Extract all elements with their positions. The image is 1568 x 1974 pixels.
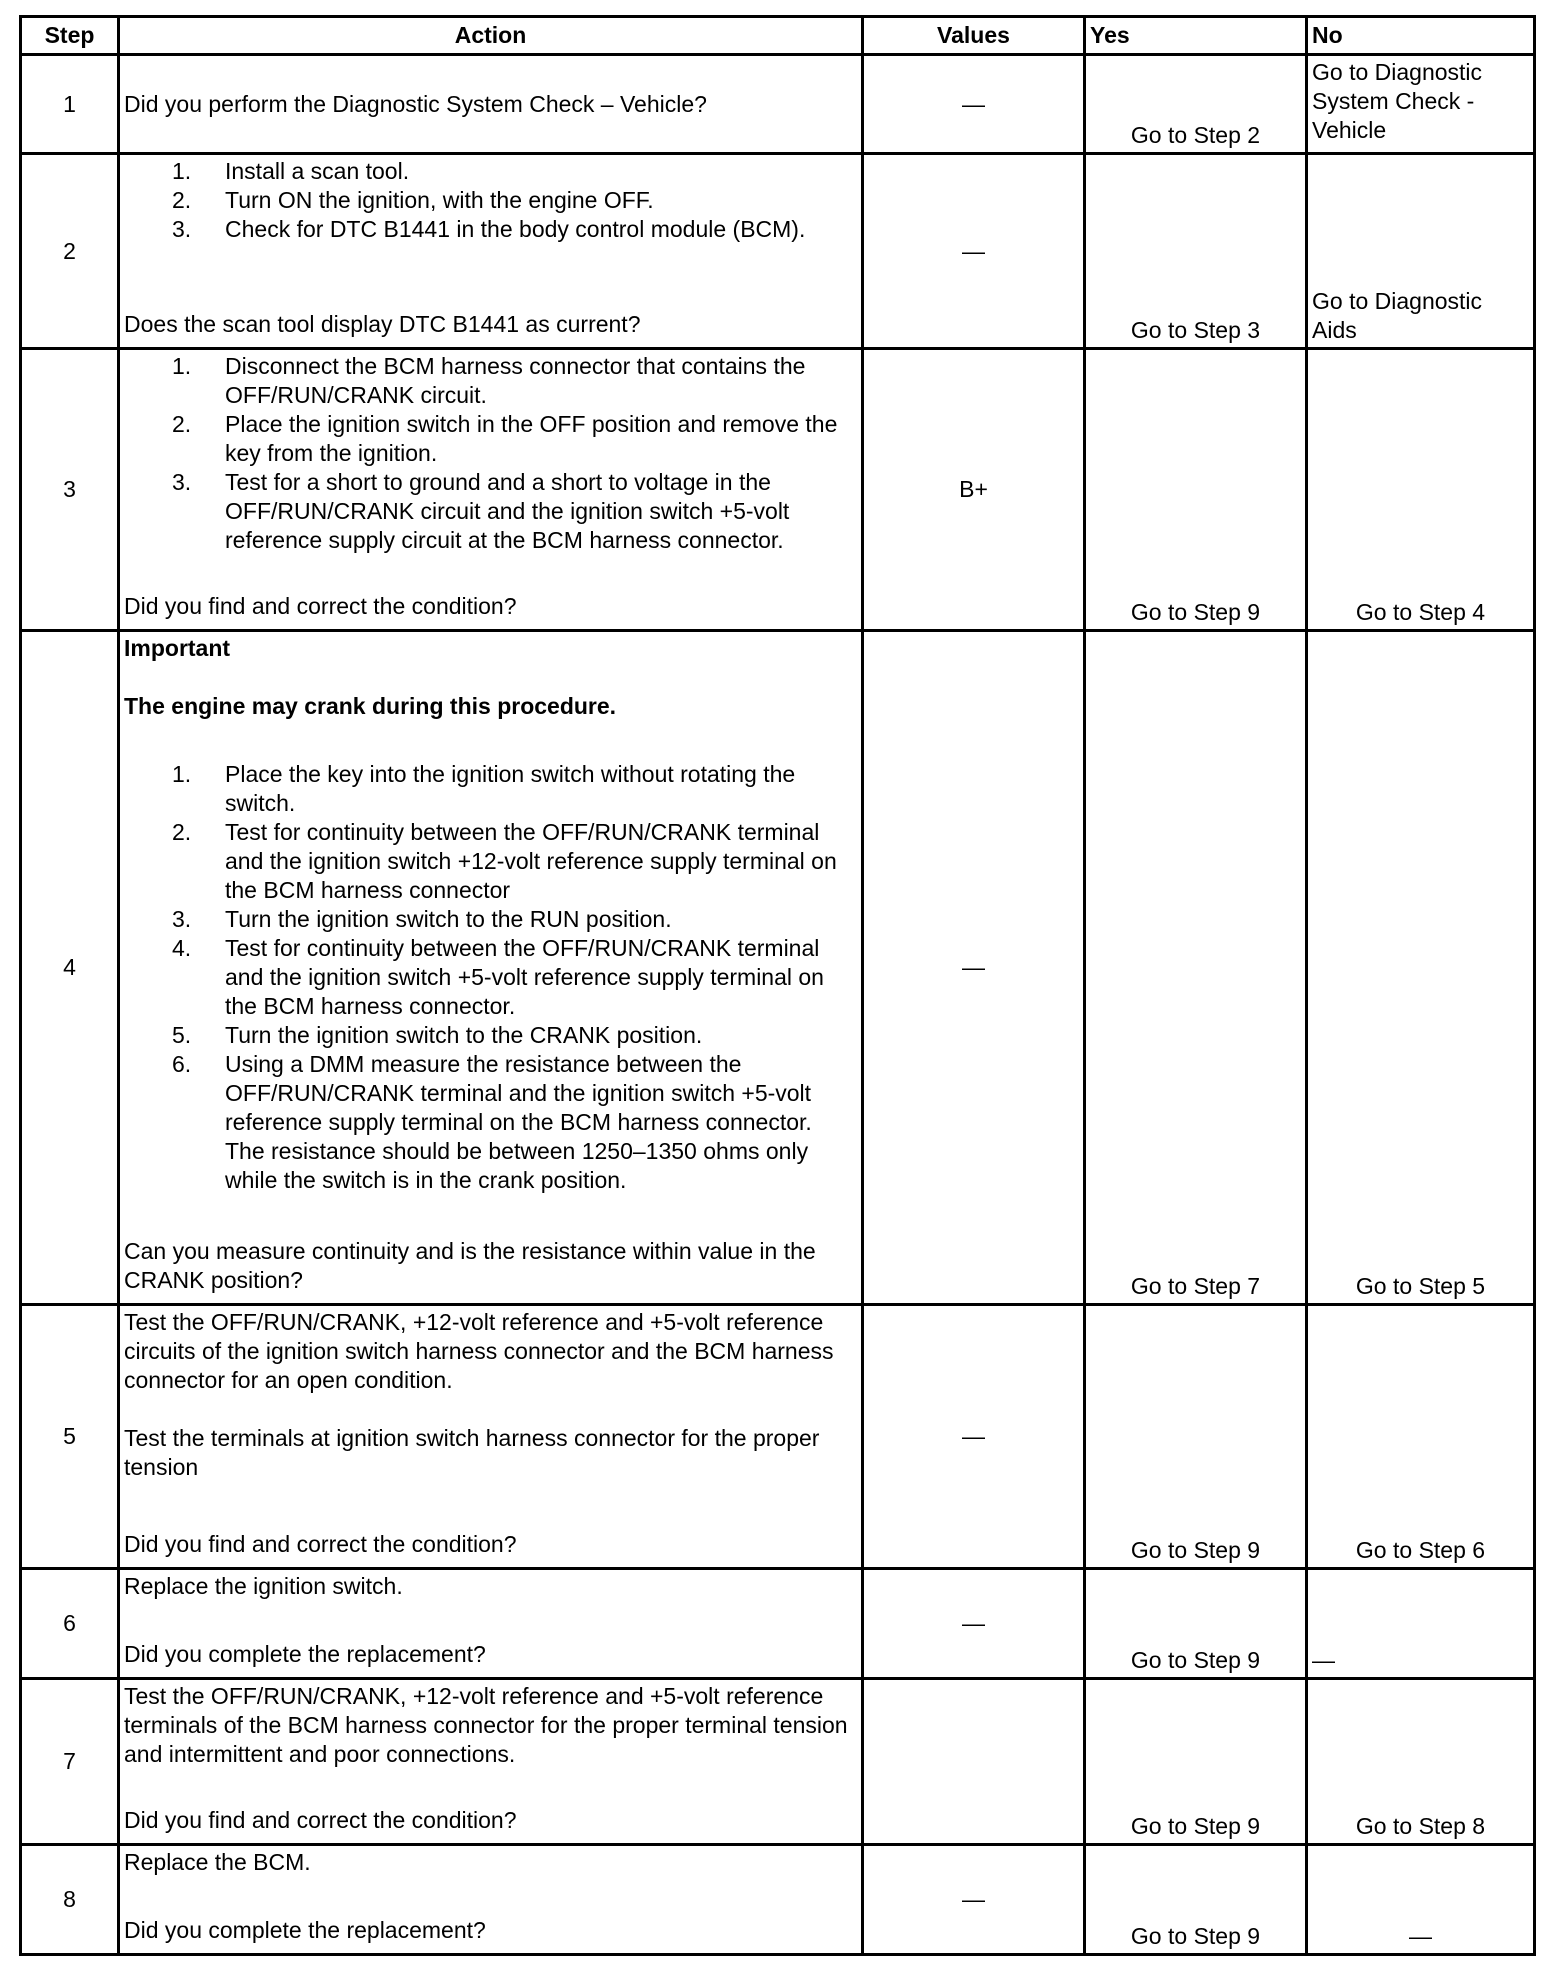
list-item: 4. Test for continuity between the OFF/RUN/CRANK terminal and the ignition switch +5-volt reference supply terminal on the BCM harness connector. — [172, 935, 824, 1019]
list-item: 1. Install a scan tool. — [172, 158, 410, 184]
list-item: 2. Turn ON the ignition, with the engine OFF. — [172, 187, 654, 213]
important-note: The engine may crank during this procedure. — [124, 693, 617, 719]
action-cell — [119, 349, 863, 631]
yes-cell: Go to Step 9 — [1085, 1679, 1307, 1845]
table-row — [21, 1305, 1535, 1569]
list-item: 3. Turn the ignition switch to the RUN position. — [172, 906, 672, 932]
action-question: Did you find and correct the condition? — [124, 1807, 517, 1833]
list-item: 3. Check for DTC B1441 in the body control module (BCM). — [172, 216, 806, 242]
action-cell — [119, 1305, 863, 1569]
list-item: 6. Using a DMM measure the resistance between the OFF/RUN/CRANK terminal and the ignition switch +5-volt reference supply terminal on the BCM harness connector. The resistance should be between 1250–1350 ohms only while the switch is in the crank position. — [172, 1051, 812, 1193]
list-item: 3. Test for a short to ground and a short to voltage in the OFF/RUN/CRANK circuit and the ignition switch +5-volt reference supply circuit at the BCM harness connector. — [172, 469, 790, 553]
values-cell: — — [863, 1569, 1085, 1679]
no-cell: — — [1307, 1569, 1535, 1679]
values-cell: — — [863, 154, 1085, 349]
list-item: 2. Test for continuity between the OFF/RUN/CRANK terminal and the ignition switch +12-volt reference supply terminal on the BCM harness connector — [172, 819, 837, 903]
action-steps — [124, 352, 857, 555]
yes-cell: Go to Step 9 — [1085, 1569, 1307, 1679]
important-label: Important — [124, 635, 231, 661]
action-question: Can you measure continuity and is the resistance within value in the CRANK position? — [124, 1238, 816, 1293]
step-number: 2 — [21, 154, 119, 349]
action-steps — [124, 157, 857, 244]
action-cell — [119, 631, 863, 1305]
action-text: Test the OFF/RUN/CRANK, +12-volt reference and +5-volt reference terminals of the BCM harness connector for the proper terminal tension and intermittent and poor connections. — [124, 1683, 848, 1767]
yes-cell: Go to Step 2 — [1085, 55, 1307, 154]
action-question: Did you perform the Diagnostic System Check – Vehicle? — [124, 90, 707, 117]
action-question: Did you complete the replacement? — [124, 1641, 486, 1667]
diagnostic-table — [19, 15, 1536, 1956]
action-text: Replace the BCM. — [124, 1849, 311, 1875]
values-cell: — — [863, 631, 1085, 1305]
action-cell — [119, 1569, 863, 1679]
list-item: 2. Place the ignition switch in the OFF position and remove the key from the ignition. — [172, 411, 838, 466]
action-text: Test the terminals at ignition switch harness connector for the proper tension — [124, 1425, 820, 1480]
action-cell — [119, 55, 863, 154]
step-number: 7 — [21, 1679, 119, 1845]
header-yes: Yes — [1085, 17, 1307, 55]
action-cell — [119, 154, 863, 349]
values-cell: — — [863, 1305, 1085, 1569]
action-steps — [124, 760, 857, 1195]
yes-cell: Go to Step 7 — [1085, 631, 1307, 1305]
step-number: 5 — [21, 1305, 119, 1569]
step-number: 8 — [21, 1845, 119, 1955]
table-row — [21, 1569, 1535, 1679]
table-row — [21, 55, 1535, 154]
no-cell: Go to Step 8 — [1307, 1679, 1535, 1845]
list-item: 1. Place the key into the ignition switch without rotating the switch. — [172, 761, 796, 816]
action-text: Replace the ignition switch. — [124, 1573, 403, 1599]
no-cell: Go to Step 6 — [1307, 1305, 1535, 1569]
action-question: Did you complete the replacement? — [124, 1917, 486, 1943]
action-cell — [119, 1845, 863, 1955]
no-cell: Go to Step 4 — [1307, 349, 1535, 631]
yes-cell: Go to Step 9 — [1085, 1845, 1307, 1955]
no-cell: — — [1307, 1845, 1535, 1955]
action-question: Did you find and correct the condition? — [124, 593, 517, 619]
header-step: Step — [21, 17, 119, 55]
step-number: 4 — [21, 631, 119, 1305]
action-question: Does the scan tool display DTC B1441 as current? — [124, 311, 641, 337]
table-row — [21, 1679, 1535, 1845]
table-row — [21, 631, 1535, 1305]
action-cell — [119, 1679, 863, 1845]
no-cell: Go to Diagnostic Aids — [1307, 154, 1535, 349]
list-item: 1. Disconnect the BCM harness connector that contains the OFF/RUN/CRANK circuit. — [172, 353, 806, 408]
table-row — [21, 1845, 1535, 1955]
action-text: Test the OFF/RUN/CRANK, +12-volt reference and +5-volt reference circuits of the ignition switch harness connector and the BCM harness connector for an open condition. — [124, 1309, 834, 1393]
no-cell: Go to Diagnostic System Check - Vehicle — [1307, 55, 1535, 154]
header-row — [21, 17, 1535, 55]
yes-cell: Go to Step 9 — [1085, 1305, 1307, 1569]
values-cell: — — [863, 55, 1085, 154]
no-cell: Go to Step 5 — [1307, 631, 1535, 1305]
table-row — [21, 349, 1535, 631]
table-row — [21, 154, 1535, 349]
step-number: 1 — [21, 55, 119, 154]
values-cell: B+ — [863, 349, 1085, 631]
values-cell — [863, 1679, 1085, 1845]
action-question: Did you find and correct the condition? — [124, 1531, 517, 1557]
values-cell: — — [863, 1845, 1085, 1955]
step-number: 6 — [21, 1569, 119, 1679]
yes-cell: Go to Step 9 — [1085, 349, 1307, 631]
header-no: No — [1307, 17, 1535, 55]
yes-cell: Go to Step 3 — [1085, 154, 1307, 349]
header-action: Action — [119, 17, 863, 55]
header-values: Values — [863, 17, 1085, 55]
list-item: 5. Turn the ignition switch to the CRANK position. — [172, 1022, 703, 1048]
step-number: 3 — [21, 349, 119, 631]
